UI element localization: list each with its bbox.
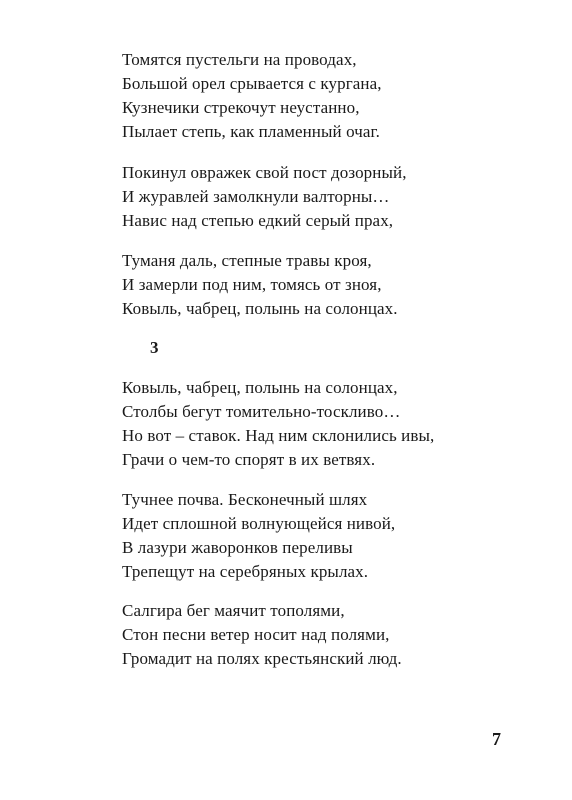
poem-line: В лазури жаворонков переливы [122, 538, 353, 557]
poem-line: Покинул овражек свой пост дозорный, [122, 163, 407, 182]
poem-line: Туманя даль, степные травы кроя, [122, 251, 372, 270]
poem-line: Большой орел срывается с кургана, [122, 74, 382, 93]
poem-line: Тучнее почва. Бесконечный шлях [122, 490, 368, 509]
poem-line: Столбы бегут томительно-тоскливо… [122, 402, 401, 421]
poem-line: Идет сплошной волнующейся нивой, [122, 514, 396, 533]
poem-line: Но вот – ставок. Над ним склонились ивы, [122, 426, 435, 445]
page-number: 7 [492, 729, 501, 749]
poem-line: Кузнечики стрекочут неустанно, [122, 98, 360, 117]
poem-line: Стон песни ветер носит над полями, [122, 625, 390, 644]
section-number: 3 [150, 338, 159, 357]
poem-line: Грачи о чем-то спорят в их ветвях. [122, 450, 376, 469]
poem-line: Ковыль, чабрец, полынь на солонцах. [122, 299, 398, 318]
poem-line: И замерли под ним, томясь от зноя, [122, 275, 382, 294]
poem-line: Томятся пустельги на проводах, [122, 50, 357, 69]
poem-line: Трепещут на серебряных крылах. [122, 562, 369, 581]
poem-line: И журавлей замолкнули валторны… [122, 187, 390, 206]
poem-line: Громадит на полях крестьянский люд. [122, 649, 402, 668]
poem-line: Салгира бег маячит тополями, [122, 601, 345, 620]
poem-line: Пылает степь, как пламенный очаг. [122, 122, 381, 141]
poem-line: Ковыль, чабрец, полынь на солонцах, [122, 378, 398, 397]
poem-line: Навис над степью едкий серый прах, [122, 211, 394, 230]
